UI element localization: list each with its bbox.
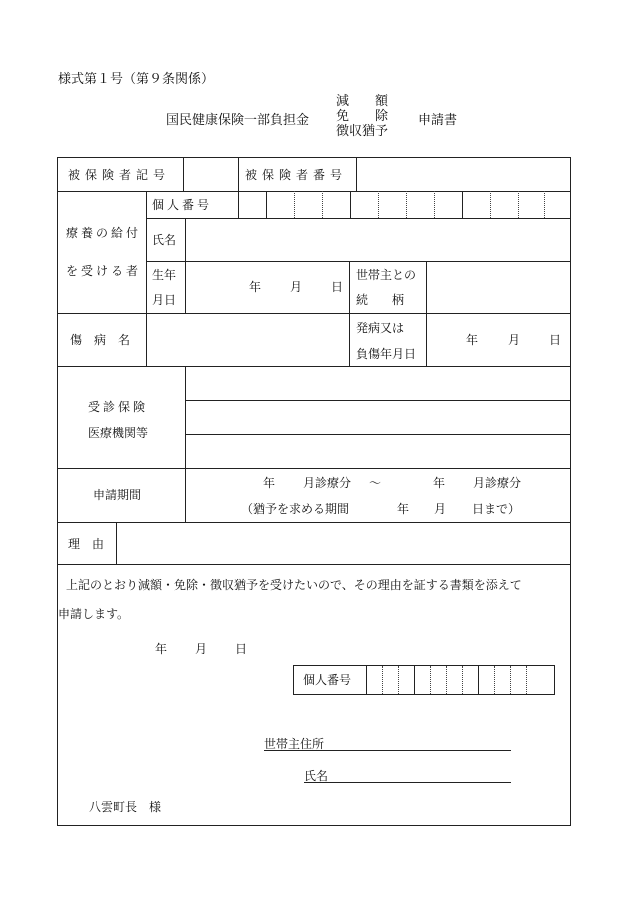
period-to-month: 月診療分 bbox=[473, 476, 522, 490]
applicant-address-label: 世帯主住所 bbox=[264, 737, 325, 751]
clinic-label-1: 受診保険 bbox=[88, 400, 149, 414]
title-options bbox=[336, 94, 388, 139]
title-prefix: 国民健康保険一部負担金 bbox=[166, 113, 310, 128]
title-suffix: 申請書 bbox=[418, 113, 458, 128]
title-option-exempt: 免 除 bbox=[336, 109, 389, 124]
insured-symbol-label: 被保険者記号 bbox=[68, 168, 171, 182]
applicant-name-label: 氏名 bbox=[304, 769, 329, 783]
period-from-year: 年 bbox=[263, 476, 276, 490]
statement-line-2: 申請します。 bbox=[58, 607, 130, 621]
birth-label-1: 生年 bbox=[152, 268, 177, 282]
onset-year-label: 年 bbox=[466, 333, 479, 347]
application-form bbox=[57, 157, 571, 826]
birth-year-label: 年 bbox=[249, 280, 262, 294]
recipient-label-2: を受ける者 bbox=[66, 264, 142, 278]
title-option-reduce: 減 額 bbox=[336, 94, 389, 109]
onset-label-2: 負傷年月日 bbox=[356, 347, 417, 361]
disease-label: 傷 病 名 bbox=[70, 333, 131, 347]
applicant-personal-number-label: 個人番号 bbox=[303, 673, 352, 687]
period-tilde: ～ bbox=[369, 476, 382, 490]
birth-day-label: 日 bbox=[331, 280, 344, 294]
relation-label-2: 続 柄 bbox=[356, 293, 405, 307]
applicant-personal-number-box bbox=[293, 665, 555, 695]
title-option-defer: 徴収猶予 bbox=[336, 124, 389, 139]
clinic-label-2: 医療機関等 bbox=[88, 426, 149, 440]
onset-day-label: 日 bbox=[549, 333, 562, 347]
name-label: 氏名 bbox=[152, 233, 177, 247]
birth-month-label: 月 bbox=[290, 280, 303, 294]
deferral-close: 日まで） bbox=[472, 502, 521, 516]
reason-label: 理 由 bbox=[68, 537, 105, 551]
date-year: 年 bbox=[155, 642, 168, 656]
date-month: 月 bbox=[195, 642, 208, 656]
birth-label-2: 月日 bbox=[152, 293, 177, 307]
insured-number-label: 被保険者番号 bbox=[245, 168, 348, 182]
period-from-month: 月診療分 bbox=[303, 476, 352, 490]
onset-month-label: 月 bbox=[508, 333, 521, 347]
onset-label-1: 発病又は bbox=[356, 321, 405, 335]
date-day: 日 bbox=[235, 642, 248, 656]
personal-number-label: 個人番号 bbox=[152, 198, 213, 212]
addressee: 八雲町長 様 bbox=[89, 800, 162, 814]
deferral-open: （猶予を求める期間 bbox=[241, 502, 350, 516]
statement-line-1: 上記のとおり減額・免除・徴収猶予を受けたいので、その理由を証する書類を添えて bbox=[66, 578, 522, 592]
relation-label-1: 世帯主との bbox=[356, 268, 417, 282]
period-to-year: 年 bbox=[433, 476, 446, 490]
recipient-label-1: 療養の給付 bbox=[66, 226, 142, 240]
deferral-year: 年 bbox=[397, 502, 410, 516]
period-label: 申請期間 bbox=[93, 488, 142, 502]
deferral-month: 月 bbox=[434, 502, 447, 516]
form-number: 様式第１号（第９条関係） bbox=[58, 72, 215, 87]
